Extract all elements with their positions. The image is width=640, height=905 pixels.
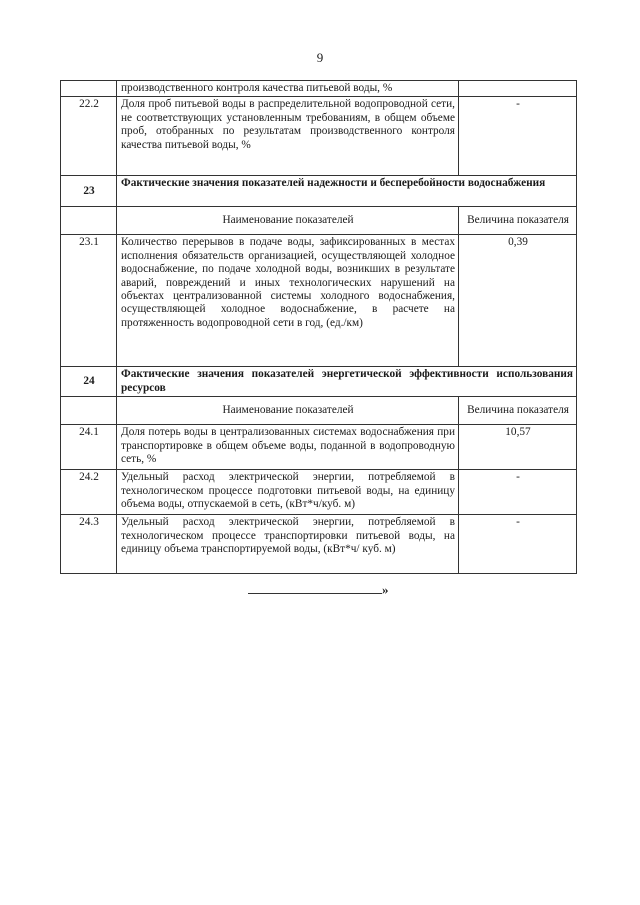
header-row — [61, 397, 577, 425]
row-value: 10,57 — [459, 425, 577, 470]
row-value: - — [459, 515, 577, 574]
row-value — [459, 81, 577, 97]
header-row — [61, 207, 577, 235]
header-value: Величина показателя — [459, 207, 577, 235]
header-name: Наименование показателей — [117, 397, 459, 425]
row-description: Количество перерывов в подаче воды, зафиксированных в местах исполнения обязательств организацией, осуществляющей холодное водоснабжение, по подаче холодной воды, возникших в результате аварий, повреждений и иных технологических нарушений на объектах централизованной системы холодного водоснабжения, осуществляющей холодное водоснабжение, в расчете на протяженность водопроводной сети в год, (ед./км) — [117, 235, 459, 367]
row-number: 24.3 — [61, 515, 117, 574]
table-row — [61, 81, 577, 97]
section-number: 24 — [61, 367, 117, 397]
table-row — [61, 97, 577, 176]
row-number: 24.2 — [61, 470, 117, 515]
table-row — [61, 235, 577, 367]
section-title: Фактические значения показателей энергетической эффективности использования ресурсов — [117, 367, 577, 397]
row-description: Удельный расход электрической энергии, потребляемой в технологическом процессе подготовки питьевой воды, на единицу объема воды, отпускаемой в сеть, (кВт*ч/куб. м) — [117, 470, 459, 515]
table-row — [61, 470, 577, 515]
section-row — [61, 176, 577, 207]
row-description: Доля потерь воды в централизованных системах водоснабжения при транспортировке в общем объеме воды, поданной в водопроводную сеть, % — [117, 425, 459, 470]
row-number: 24.1 — [61, 425, 117, 470]
row-number: 22.2 — [61, 97, 117, 176]
closing-underline — [248, 593, 382, 594]
row-number-cell — [61, 81, 117, 97]
row-number: 23.1 — [61, 235, 117, 367]
row-value: - — [459, 470, 577, 515]
header-value: Величина показателя — [459, 397, 577, 425]
section-number: 23 — [61, 176, 117, 207]
header-empty-cell — [61, 397, 117, 425]
table-row — [61, 425, 577, 470]
row-value: 0,39 — [459, 235, 577, 367]
row-description: Доля проб питьевой воды в распределительной водопроводной сети, не соответствующих установленным требованиям, в общем объеме проб, отобранных по результатам производственного контроля качества питьевой воды, % — [117, 97, 459, 176]
row-value: - — [459, 97, 577, 176]
row-description: производственного контроля качества питьевой воды, % — [117, 81, 459, 97]
page-number: 9 — [316, 50, 324, 65]
table-row — [61, 515, 577, 574]
row-description: Удельный расход электрической энергии, потребляемой в технологическом процессе транспортировки питьевой воды, на единицу объема транспортируемой воды, (кВт*ч/ куб. м) — [117, 515, 459, 574]
section-title: Фактические значения показателей надежности и бесперебойности водоснабжения — [117, 176, 577, 207]
indicators-table — [60, 80, 577, 574]
header-name: Наименование показателей — [117, 207, 459, 235]
closing-mark — [248, 583, 393, 597]
header-empty-cell — [61, 207, 117, 235]
section-row — [61, 367, 577, 397]
closing-quote: » — [382, 582, 389, 597]
